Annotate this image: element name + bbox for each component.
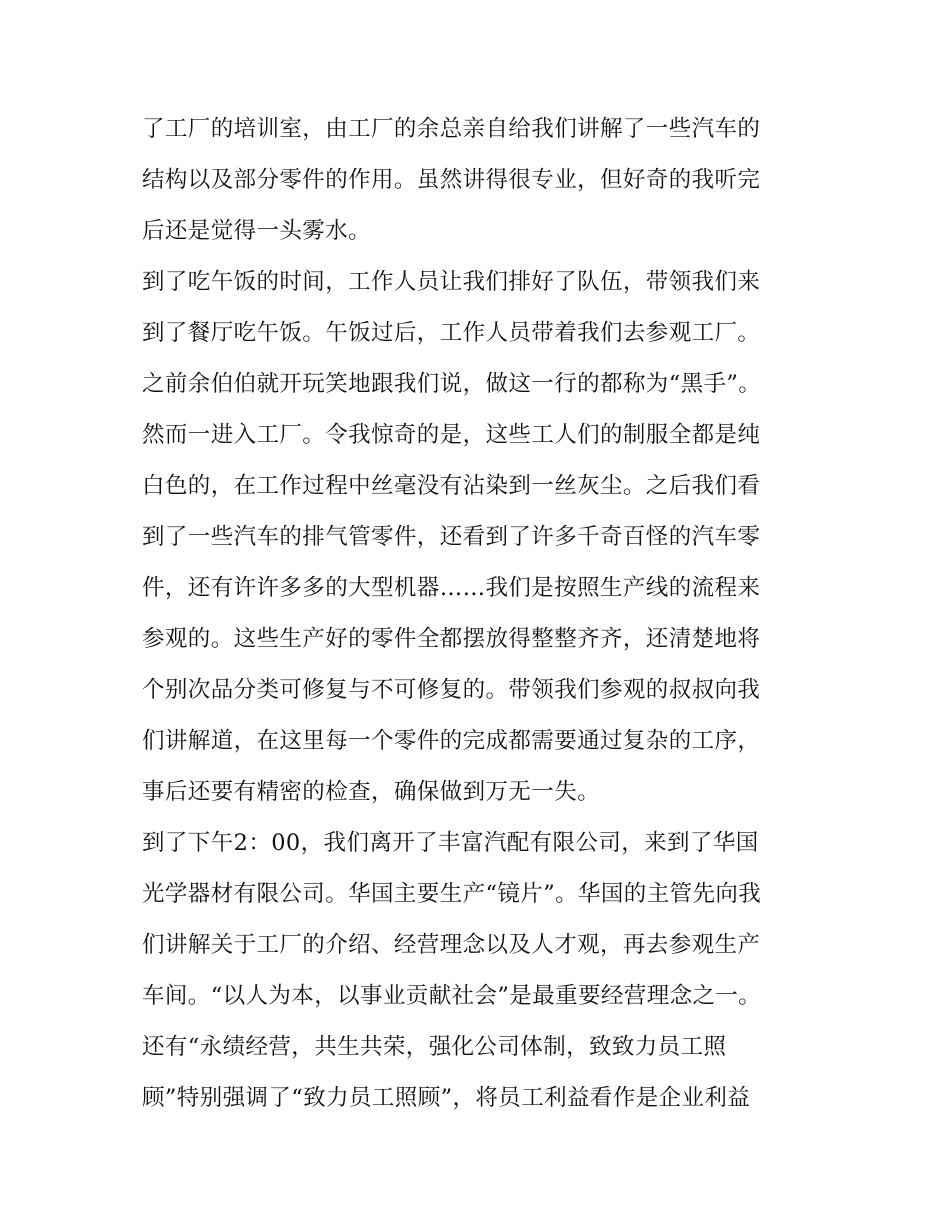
text-line: 参观的。这些生产好的零件全都摆放得整整齐齐，还清楚地将 — [142, 626, 761, 652]
text-line: 结构以及部分零件的作用。虽然讲得很专业，但好奇的我听完 — [142, 167, 761, 193]
text-line: 事后还要有精密的检查，确保做到万无一失。 — [142, 779, 601, 805]
text-line: 后还是觉得一头雾水。 — [142, 218, 372, 244]
text-line: 到了吃午饭的时间，工作人员让我们排好了队伍，带领我们来 — [142, 269, 761, 295]
text-line: 到了餐厅吃午饭。午饭过后，工作人员带着我们去参观工厂。 — [142, 320, 761, 346]
text-line: 车间。“以人为本，以事业贡献社会”是最重要经营理念之一。 — [142, 983, 762, 1009]
body-text — [142, 104, 822, 1124]
text-line: 件，还有许许多多的大型机器……我们是按照生产线的流程来 — [142, 575, 761, 601]
text-line: 到了一些汽车的排气管零件，还看到了许多千奇百怪的汽车零 — [142, 524, 761, 550]
text-line: 还有“永绩经营，共生共荣，强化公司体制，致致力员工照 — [142, 1034, 727, 1060]
text-line: 了工厂的培训室，由工厂的余总亲自给我们讲解了一些汽车的 — [142, 116, 761, 142]
text-line: 白色的，在工作过程中丝毫没有沾染到一丝灰尘。之后我们看 — [142, 473, 761, 499]
text-line: 然而一进入工厂。令我惊奇的是，这些工人们的制服全都是纯 — [142, 422, 761, 448]
text-line: 之前余伯伯就开玩笑地跟我们说，做这一行的都称为“黑手”。 — [142, 371, 762, 397]
text-line: 们讲解关于工厂的介绍、经营理念以及人才观，再去参观生产 — [142, 932, 761, 958]
text-line: 到了下午2：00，我们离开了丰富汽配有限公司，来到了华国 — [142, 830, 759, 856]
text-line: 个别次品分类可修复与不可修复的。带领我们参观的叔叔向我 — [142, 677, 761, 703]
text-line: 光学器材有限公司。华国主要生产“镜片”。华国的主管先向我 — [142, 881, 762, 907]
text-line: 们讲解道，在这里每一个零件的完成都需要通过复杂的工序， — [142, 728, 761, 754]
text-line: 顾”特别强调了“致力员工照顾”，将员工利益看作是企业利益 — [142, 1085, 751, 1111]
